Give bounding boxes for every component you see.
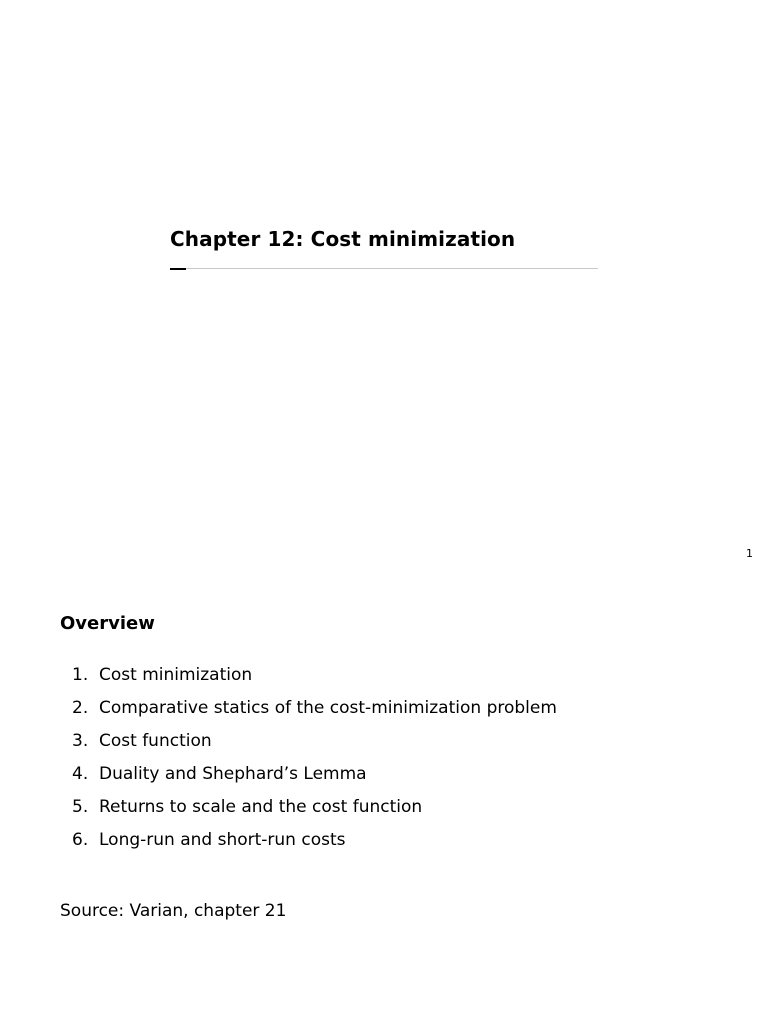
page-number: 1: [746, 547, 753, 560]
list-item-number: 2.: [72, 698, 89, 718]
title-divider: [170, 268, 598, 269]
list-item: [72, 664, 557, 697]
page-title: Chapter 12: Cost minimization: [170, 227, 516, 251]
list-item-text: Long-run and short-run costs: [99, 830, 346, 850]
list-item-text: Cost function: [99, 731, 212, 751]
list-item: [72, 796, 557, 829]
overview-slide: [0, 576, 768, 1024]
overview-list: [72, 664, 557, 862]
list-item: [72, 697, 557, 730]
list-item-number: 4.: [72, 764, 89, 784]
list-item: [72, 730, 557, 763]
list-item: [72, 829, 557, 862]
list-item-text: Returns to scale and the cost function: [99, 797, 423, 817]
title-divider-accent: [170, 268, 186, 270]
source-citation: Source: Varian, chapter 21: [60, 901, 287, 921]
list-item-text: Comparative statics of the cost-minimization problem: [99, 698, 557, 718]
list-item-number: 5.: [72, 797, 89, 817]
list-item-number: 3.: [72, 731, 89, 751]
list-item-text: Duality and Shephard’s Lemma: [99, 764, 367, 784]
list-item-number: 1.: [72, 665, 89, 685]
list-item: [72, 763, 557, 796]
list-item-text: Cost minimization: [99, 665, 253, 685]
list-item-number: 6.: [72, 830, 89, 850]
section-heading: Overview: [60, 613, 155, 634]
